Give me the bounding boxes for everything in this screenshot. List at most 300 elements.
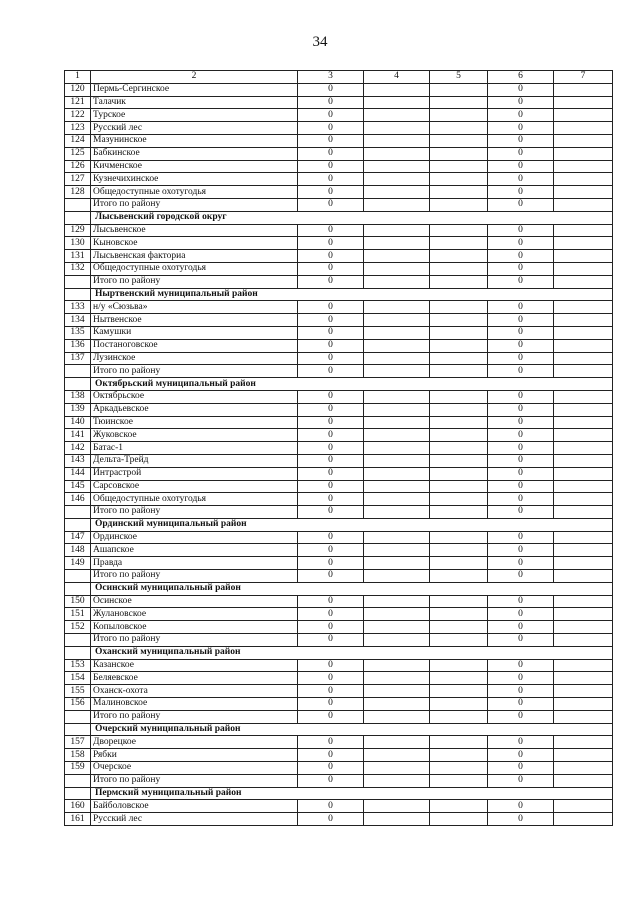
row-name: Бабкинское: [91, 147, 298, 160]
row-number: [65, 570, 91, 583]
value-col-3: 0: [298, 96, 364, 109]
value-col-5: [430, 198, 488, 211]
row-number: 123: [65, 122, 91, 135]
value-col-7: [554, 301, 613, 314]
table-row: [65, 429, 613, 442]
value-col-3: 0: [298, 339, 364, 352]
column-header: 2: [91, 71, 298, 84]
row-name: Итого по району: [91, 275, 298, 288]
row-number: 135: [65, 326, 91, 339]
value-col-7: [554, 442, 613, 455]
value-col-3: 0: [298, 454, 364, 467]
row-number: [65, 634, 91, 647]
table-row: [65, 339, 613, 352]
value-col-7: [554, 237, 613, 250]
value-col-7: [554, 160, 613, 173]
value-col-3: 0: [298, 467, 364, 480]
value-col-5: [430, 416, 488, 429]
value-col-6: 0: [488, 762, 554, 775]
value-col-3: 0: [298, 365, 364, 378]
row-number: [65, 774, 91, 787]
row-name: Сарсовское: [91, 480, 298, 493]
value-col-7: [554, 608, 613, 621]
value-col-3: 0: [298, 659, 364, 672]
table-row: [65, 454, 613, 467]
value-col-7: [554, 774, 613, 787]
row-name: Кыновское: [91, 237, 298, 250]
row-number: 134: [65, 314, 91, 327]
value-col-4: [364, 250, 430, 263]
column-header: 5: [430, 71, 488, 84]
value-col-7: [554, 96, 613, 109]
row-number: 145: [65, 480, 91, 493]
row-name: Итого по району: [91, 774, 298, 787]
value-col-4: [364, 224, 430, 237]
value-col-4: [364, 365, 430, 378]
value-col-6: 0: [488, 672, 554, 685]
value-col-7: [554, 262, 613, 275]
value-col-5: [430, 83, 488, 96]
total-row: [65, 634, 613, 647]
value-col-6: 0: [488, 160, 554, 173]
table-row: [65, 390, 613, 403]
total-row: [65, 275, 613, 288]
row-name: Кичменское: [91, 160, 298, 173]
value-col-3: 0: [298, 301, 364, 314]
section-row: [65, 582, 613, 595]
value-col-3: 0: [298, 762, 364, 775]
row-name: Талачик: [91, 96, 298, 109]
value-col-6: 0: [488, 83, 554, 96]
value-col-4: [364, 813, 430, 826]
value-col-6: 0: [488, 352, 554, 365]
table-body: [65, 83, 613, 825]
row-name: Турское: [91, 109, 298, 122]
value-col-6: 0: [488, 595, 554, 608]
row-number: 124: [65, 134, 91, 147]
value-col-6: 0: [488, 96, 554, 109]
section-title: Оханский муниципальный район: [91, 646, 613, 659]
row-number: 156: [65, 698, 91, 711]
row-number: 128: [65, 186, 91, 199]
value-col-7: [554, 762, 613, 775]
section-title: Ординский муниципальный район: [91, 518, 613, 531]
value-col-6: 0: [488, 339, 554, 352]
value-col-5: [430, 262, 488, 275]
value-col-4: [364, 570, 430, 583]
value-col-7: [554, 390, 613, 403]
row-name: Дворецкое: [91, 736, 298, 749]
row-name: Итого по району: [91, 198, 298, 211]
value-col-5: [430, 774, 488, 787]
value-col-6: 0: [488, 250, 554, 263]
value-col-7: [554, 672, 613, 685]
value-col-5: [430, 570, 488, 583]
value-col-4: [364, 557, 430, 570]
row-number: [65, 710, 91, 723]
value-col-3: 0: [298, 134, 364, 147]
value-col-6: 0: [488, 467, 554, 480]
value-col-3: 0: [298, 224, 364, 237]
value-col-4: [364, 147, 430, 160]
value-col-4: [364, 749, 430, 762]
value-col-4: [364, 467, 430, 480]
value-col-4: [364, 83, 430, 96]
value-col-6: 0: [488, 275, 554, 288]
value-col-3: 0: [298, 634, 364, 647]
value-col-6: 0: [488, 544, 554, 557]
row-name: Рябки: [91, 749, 298, 762]
value-col-6: 0: [488, 403, 554, 416]
value-col-4: [364, 595, 430, 608]
value-col-5: [430, 493, 488, 506]
table-row: [65, 595, 613, 608]
value-col-4: [364, 429, 430, 442]
value-col-3: 0: [298, 352, 364, 365]
value-col-3: 0: [298, 416, 364, 429]
row-name: Интрастрой: [91, 467, 298, 480]
value-col-5: [430, 800, 488, 813]
value-col-3: 0: [298, 326, 364, 339]
value-col-3: 0: [298, 262, 364, 275]
value-col-3: 0: [298, 570, 364, 583]
value-col-6: 0: [488, 314, 554, 327]
value-col-4: [364, 659, 430, 672]
row-number: 127: [65, 173, 91, 186]
value-col-7: [554, 403, 613, 416]
row-number: [65, 198, 91, 211]
section-title: Лысьвенский городской округ: [91, 211, 613, 224]
value-col-5: [430, 454, 488, 467]
value-col-6: 0: [488, 570, 554, 583]
value-col-5: [430, 224, 488, 237]
value-col-7: [554, 698, 613, 711]
value-col-6: 0: [488, 710, 554, 723]
total-row: [65, 570, 613, 583]
table-row: [65, 762, 613, 775]
table-row: [65, 314, 613, 327]
table-row: [65, 301, 613, 314]
row-number: 147: [65, 531, 91, 544]
row-number: 151: [65, 608, 91, 621]
value-col-6: 0: [488, 634, 554, 647]
value-col-7: [554, 224, 613, 237]
value-col-6: 0: [488, 531, 554, 544]
value-col-7: [554, 326, 613, 339]
value-col-5: [430, 134, 488, 147]
row-name: Копыловское: [91, 621, 298, 634]
value-col-3: 0: [298, 390, 364, 403]
value-col-7: [554, 813, 613, 826]
value-col-4: [364, 710, 430, 723]
value-col-5: [430, 237, 488, 250]
value-col-7: [554, 429, 613, 442]
value-col-3: 0: [298, 109, 364, 122]
row-number: 140: [65, 416, 91, 429]
table-row: [65, 122, 613, 135]
row-name: Итого по району: [91, 506, 298, 519]
table-row: [65, 544, 613, 557]
value-col-3: 0: [298, 749, 364, 762]
row-number: 144: [65, 467, 91, 480]
value-col-5: [430, 186, 488, 199]
value-col-7: [554, 570, 613, 583]
value-col-3: 0: [298, 710, 364, 723]
row-name: Байболовское: [91, 800, 298, 813]
value-col-4: [364, 326, 430, 339]
row-number: 152: [65, 621, 91, 634]
row-name: Тюинское: [91, 416, 298, 429]
value-col-7: [554, 710, 613, 723]
value-col-6: 0: [488, 506, 554, 519]
table-row: [65, 186, 613, 199]
value-col-4: [364, 480, 430, 493]
value-col-6: 0: [488, 301, 554, 314]
value-col-5: [430, 96, 488, 109]
row-number: 146: [65, 493, 91, 506]
row-name: Итого по району: [91, 634, 298, 647]
table-row: [65, 672, 613, 685]
value-col-4: [364, 173, 430, 186]
value-col-5: [430, 736, 488, 749]
table-row: [65, 467, 613, 480]
value-col-3: 0: [298, 250, 364, 263]
value-col-3: 0: [298, 314, 364, 327]
row-name: Итого по району: [91, 570, 298, 583]
value-col-3: 0: [298, 442, 364, 455]
row-name: Жулановское: [91, 608, 298, 621]
table-row: [65, 621, 613, 634]
value-col-3: 0: [298, 544, 364, 557]
value-col-3: 0: [298, 531, 364, 544]
value-col-6: 0: [488, 493, 554, 506]
row-name: н/у «Сюзьва»: [91, 301, 298, 314]
value-col-5: [430, 403, 488, 416]
value-col-3: 0: [298, 506, 364, 519]
table-row: [65, 326, 613, 339]
row-number: 148: [65, 544, 91, 557]
table-row: [65, 83, 613, 96]
row-number: 157: [65, 736, 91, 749]
row-number: 136: [65, 339, 91, 352]
value-col-7: [554, 314, 613, 327]
section-title: Очерский муниципальный район: [91, 723, 613, 736]
value-col-4: [364, 198, 430, 211]
row-name: Ординское: [91, 531, 298, 544]
page-number: 34: [312, 34, 328, 50]
section-title: Пермский муниципальный район: [91, 787, 613, 800]
value-col-3: 0: [298, 493, 364, 506]
value-col-4: [364, 544, 430, 557]
value-col-5: [430, 531, 488, 544]
row-number: 149: [65, 557, 91, 570]
row-number: 138: [65, 390, 91, 403]
total-row: [65, 506, 613, 519]
value-col-5: [430, 557, 488, 570]
row-name: Беляевское: [91, 672, 298, 685]
row-number: [65, 365, 91, 378]
table-row: [65, 262, 613, 275]
value-col-7: [554, 365, 613, 378]
row-number: 125: [65, 147, 91, 160]
value-col-4: [364, 122, 430, 135]
value-col-5: [430, 109, 488, 122]
value-col-4: [364, 262, 430, 275]
table-row: [65, 96, 613, 109]
value-col-5: [430, 314, 488, 327]
value-col-6: 0: [488, 147, 554, 160]
row-number: 131: [65, 250, 91, 263]
value-col-7: [554, 595, 613, 608]
value-col-7: [554, 557, 613, 570]
value-col-3: 0: [298, 698, 364, 711]
table-row: [65, 557, 613, 570]
value-col-3: 0: [298, 595, 364, 608]
value-col-4: [364, 275, 430, 288]
row-number: 122: [65, 109, 91, 122]
value-col-3: 0: [298, 480, 364, 493]
value-col-3: 0: [298, 275, 364, 288]
row-number: 159: [65, 762, 91, 775]
value-col-5: [430, 813, 488, 826]
row-name: Осинское: [91, 595, 298, 608]
table-row: [65, 698, 613, 711]
table-row: [65, 134, 613, 147]
table-row: [65, 736, 613, 749]
table-row: [65, 531, 613, 544]
row-name: Жуковское: [91, 429, 298, 442]
value-col-7: [554, 352, 613, 365]
value-col-4: [364, 454, 430, 467]
row-name: Общедоступные охотугодья: [91, 493, 298, 506]
row-number: 142: [65, 442, 91, 455]
section-row: [65, 646, 613, 659]
section-title: Ныртвенский муниципальный район: [91, 288, 613, 301]
table-row: [65, 250, 613, 263]
total-row: [65, 710, 613, 723]
row-number: 133: [65, 301, 91, 314]
section-number-cell: [65, 378, 91, 391]
value-col-6: 0: [488, 237, 554, 250]
row-name: Лысьвенское: [91, 224, 298, 237]
row-name: Общедоступные охотугодья: [91, 186, 298, 199]
value-col-5: [430, 429, 488, 442]
value-col-5: [430, 544, 488, 557]
table-row: [65, 813, 613, 826]
value-col-7: [554, 634, 613, 647]
value-col-7: [554, 480, 613, 493]
row-number: 161: [65, 813, 91, 826]
value-col-7: [554, 83, 613, 96]
value-col-4: [364, 736, 430, 749]
value-col-7: [554, 467, 613, 480]
row-name: Нытвенское: [91, 314, 298, 327]
row-number: [65, 506, 91, 519]
value-col-5: [430, 467, 488, 480]
row-name: Оханск-охота: [91, 685, 298, 698]
table-row: [65, 800, 613, 813]
table-row: [65, 685, 613, 698]
hunting-grounds-table: [64, 70, 613, 826]
value-col-3: 0: [298, 557, 364, 570]
value-col-4: [364, 442, 430, 455]
value-col-3: 0: [298, 774, 364, 787]
value-col-7: [554, 531, 613, 544]
section-row: [65, 211, 613, 224]
row-number: 120: [65, 83, 91, 96]
value-col-3: 0: [298, 736, 364, 749]
row-name: Пермь-Сергинское: [91, 83, 298, 96]
row-name: Кузнечихинское: [91, 173, 298, 186]
row-number: 132: [65, 262, 91, 275]
table-row: [65, 160, 613, 173]
row-number: 126: [65, 160, 91, 173]
section-row: [65, 378, 613, 391]
section-number-cell: [65, 723, 91, 736]
value-col-3: 0: [298, 83, 364, 96]
value-col-7: [554, 544, 613, 557]
row-name: Ашапское: [91, 544, 298, 557]
value-col-6: 0: [488, 749, 554, 762]
table-row: [65, 147, 613, 160]
row-name: Малиновское: [91, 698, 298, 711]
value-col-6: 0: [488, 390, 554, 403]
section-title: Осинский муниципальный район: [91, 582, 613, 595]
row-name: Батас-1: [91, 442, 298, 455]
row-number: 141: [65, 429, 91, 442]
value-col-6: 0: [488, 224, 554, 237]
value-col-5: [430, 621, 488, 634]
value-col-3: 0: [298, 147, 364, 160]
value-col-5: [430, 480, 488, 493]
table-row: [65, 416, 613, 429]
value-col-5: [430, 442, 488, 455]
row-number: 154: [65, 672, 91, 685]
section-number-cell: [65, 787, 91, 800]
value-col-3: 0: [298, 198, 364, 211]
value-col-5: [430, 352, 488, 365]
row-name: Общедоступные охотугодья: [91, 262, 298, 275]
column-header: 6: [488, 71, 554, 84]
value-col-6: 0: [488, 557, 554, 570]
row-name: Итого по району: [91, 365, 298, 378]
value-col-4: [364, 403, 430, 416]
row-number: 129: [65, 224, 91, 237]
value-col-5: [430, 122, 488, 135]
value-col-4: [364, 634, 430, 647]
value-col-3: 0: [298, 608, 364, 621]
value-col-7: [554, 659, 613, 672]
table-row: [65, 352, 613, 365]
value-col-5: [430, 710, 488, 723]
value-col-4: [364, 96, 430, 109]
value-col-6: 0: [488, 326, 554, 339]
value-col-7: [554, 173, 613, 186]
value-col-6: 0: [488, 800, 554, 813]
value-col-3: 0: [298, 672, 364, 685]
value-col-6: 0: [488, 608, 554, 621]
table-header-row: [65, 71, 613, 84]
value-col-6: 0: [488, 365, 554, 378]
row-name: Аркадьевское: [91, 403, 298, 416]
section-row: [65, 787, 613, 800]
table-row: [65, 480, 613, 493]
row-name: Казанское: [91, 659, 298, 672]
value-col-3: 0: [298, 237, 364, 250]
value-col-5: [430, 173, 488, 186]
value-col-4: [364, 301, 430, 314]
value-col-4: [364, 800, 430, 813]
